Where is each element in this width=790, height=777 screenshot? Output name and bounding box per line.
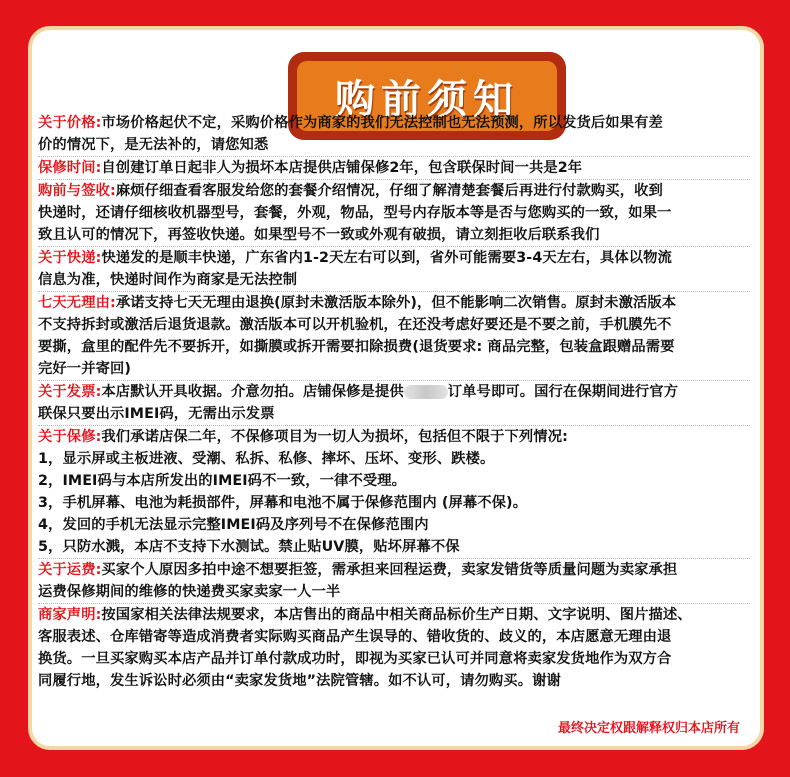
- section-freight: [38, 558, 750, 603]
- section-price: [38, 112, 750, 156]
- section-label: 购前与签收:: [38, 183, 116, 199]
- section-text: 买家个人原因多拍中途不想要拒签，需承担来回程运费，卖家发错货等质量问题为卖家承担 运费保修期间的维修的快递费买家卖家一人一半: [38, 562, 678, 600]
- section-text: 快递发的是顺丰快递，广东省内1-2天左右可以到，省外可能需要3-4天左右，具体以物流 信息为准，快递时间作为商家是无法控制: [38, 250, 672, 288]
- section-label: 关于价格:: [38, 115, 102, 131]
- section-label: 关于保修:: [38, 429, 102, 445]
- section-text: 自创建订单日起非人为损坏本店提供店铺保修2年，包含联保时间一共是2年: [101, 160, 583, 176]
- section-label: 七天无理由:: [38, 295, 116, 311]
- section-text: 市场价格起伏不定，采购价格作为商家的我们无法控制也无法预测，所以发货后如果有差 价的情况下，是无法补的，请您知悉: [38, 115, 663, 153]
- section-label: 关于快递:: [38, 250, 102, 266]
- footer-note: 最终决定权跟解释权归本店所有: [557, 721, 740, 736]
- section-warranty-period: [38, 156, 750, 179]
- section-text: 按国家相关法律法规要求，本店售出的商品中相关商品标价生产日期、文字说明、图片描述、 客服表述、仓库错寄等造成消费者实际购买商品产生误导的、错收货的、歧义的，本店愿意无理由退 换货。一旦买家购买本店产品并订单付款成功时，即视为买家已认可并同意将卖家发货地作为双方合 同履行地，发生诉讼时必须由“卖家发货地”法院管辖。如不认可，请勿购买。谢谢: [38, 607, 692, 689]
- section-label: 关于运费:: [38, 562, 102, 578]
- section-invoice: [38, 380, 750, 425]
- section-shipping: [38, 246, 750, 291]
- section-text-pre: 本店默认开具收据。介意勿拍。店铺保修是提供: [101, 384, 404, 400]
- page-title: 购前须知: [335, 76, 519, 123]
- section-label: 保修时间:: [38, 160, 102, 176]
- section-label: 关于发票:: [38, 384, 102, 400]
- section-text: 承诺支持七天无理由退换(原封未激活版本除外)，但不能影响二次销售。原封未激活版本 不支持拆封或激活后退货退款。激活版本可以开机验机，在还没考虑好要还是不要之前，手机膜先不 要撕，盒里的配件先不要拆开，如撕膜或拆开需要扣除损费(退货要求: 商品完整，包装盒跟赠品需要 完好一并寄回): [38, 295, 677, 377]
- section-text: 订单号即可。国行在保期间进行官方 联保只要出示IMEI码，无需出示发票: [38, 384, 679, 422]
- section-purchase-receipt: [38, 179, 750, 246]
- notice-content: [38, 112, 750, 692]
- section-text: 麻烦仔细查看客服发给您的套餐介绍情况，仔细了解清楚套餐后再进行付款购买，收到 快递时，还请仔细核收机器型号，套餐，外观，物品，型号内存版本等是否与您购买的一致，如果一 致且认可的情况下，再签收快递。如果型号不一致或外观有破损，请立刻拒收后联系我们: [38, 183, 672, 243]
- section-seven-day-return: [38, 291, 750, 380]
- section-text: 我们承诺店保二年，不保修项目为一切人为损坏，包括但不限于下列情况: 1，显示屏或主板进液、受潮、私拆、私修、摔坏、压坏、变形、跌楼。 2，IMEI码与本店所发出的IMEI码不一致，一律不受理。 3，手机屏幕、电池为耗损部件，屏幕和电池不属于保修范围内 (屏幕不保)。 4，发回的手机无法显示完整IMEI码及序列号不在保修范围内 5，只防水溅，本店不支持下水测试。禁止贴UV膜，贴坏屏幕不保: [38, 429, 568, 555]
- blurred-redaction: [404, 385, 448, 399]
- section-label: 商家声明:: [38, 607, 102, 623]
- section-warranty: [38, 425, 750, 558]
- section-merchant-statement: [38, 603, 750, 692]
